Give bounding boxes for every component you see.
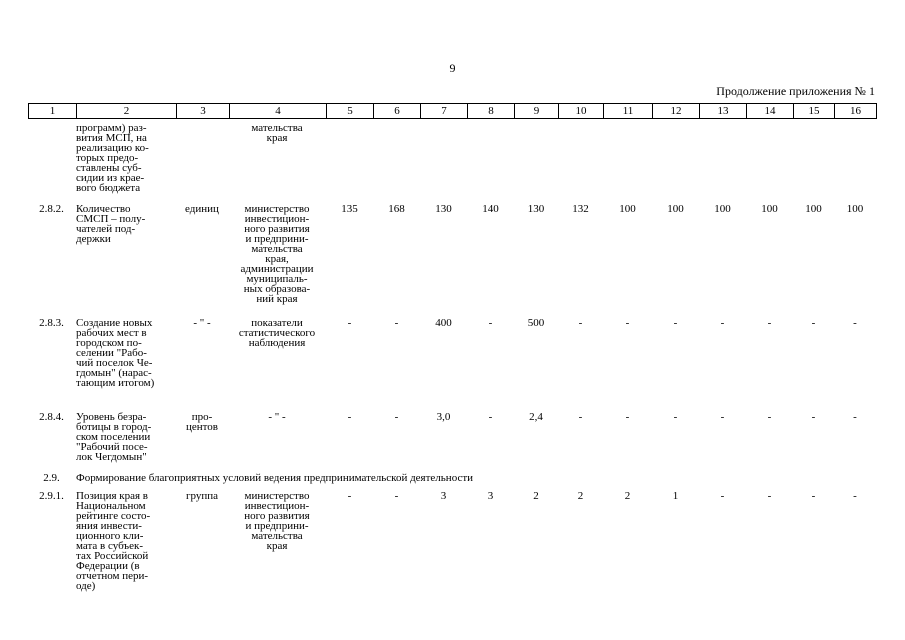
continued-indicator-name: программ) раз- вития МСП, на реализацию ко- торых предо- ставлены суб- сидии из крае- вого бюджета xyxy=(76,122,149,194)
value-col-15: - xyxy=(811,411,816,423)
value-col-9: 2,4 xyxy=(529,411,543,423)
value-col-9: 500 xyxy=(527,317,545,329)
value-col-14: - xyxy=(767,490,772,502)
value-col-12: 100 xyxy=(667,203,684,215)
value-col-14: - xyxy=(767,411,772,423)
section-title: Формирование благоприятных условий ведения предпринимательской деятельности xyxy=(76,472,474,484)
indicator-name: Создание новых рабочих мест в городском по- селении "Рабо- чий поселок Че- гдомын" (нарас- тающим итогом) xyxy=(76,317,155,389)
value-col-12: - xyxy=(673,317,678,329)
header-col-1: 1 xyxy=(29,104,77,119)
header-col-16: 16 xyxy=(835,104,877,119)
value-col-6: 168 xyxy=(388,203,405,215)
value-col-11: 2 xyxy=(624,490,631,502)
header-col-4: 4 xyxy=(230,104,327,119)
indicator-name: Уровень безра- ботицы в город- ском поселении "Рабочий посе- лок Чегдомын" xyxy=(76,411,152,463)
column-number-header xyxy=(28,103,877,119)
value-col-8: 3 xyxy=(487,490,494,502)
header-col-2: 2 xyxy=(77,104,177,119)
section-number: 2.9. xyxy=(43,472,60,484)
header-col-9: 9 xyxy=(515,104,559,119)
value-col-5: - xyxy=(347,317,352,329)
page-number: 9 xyxy=(449,61,456,75)
value-col-16: - xyxy=(853,490,857,502)
continued-responsible: мательства края xyxy=(251,122,303,144)
unit: про- центов xyxy=(185,411,218,433)
responsible: министерство инвестицион- ного развития и предприни- мательства края xyxy=(244,490,310,552)
value-col-10: 132 xyxy=(572,203,589,215)
value-col-16: - xyxy=(853,317,857,329)
value-col-15: - xyxy=(811,317,816,329)
header-col-15: 15 xyxy=(794,104,835,119)
value-col-8: 140 xyxy=(482,203,499,215)
indicator-name: Позиция края в Национальном рейтинге состо- яния инвести- ционного кли- мата в субъек- тах Российской Федерации (в отчетном пери- оде) xyxy=(76,490,151,592)
value-col-9: 130 xyxy=(527,203,545,215)
unit: единиц xyxy=(185,203,219,215)
row-number: 2.8.3. xyxy=(39,317,64,329)
value-col-11: - xyxy=(625,411,630,423)
responsible: - " - xyxy=(268,411,286,423)
value-col-6: - xyxy=(394,411,399,423)
header-col-7: 7 xyxy=(421,104,468,119)
header-col-12: 12 xyxy=(653,104,700,119)
value-col-7: 130 xyxy=(435,203,452,215)
header-col-11: 11 xyxy=(604,104,653,119)
unit: - " - xyxy=(193,317,211,329)
appendix-continuation-title: Продолжение приложения № 1 xyxy=(716,84,875,98)
row-number: 2.8.4. xyxy=(39,411,64,423)
value-col-13: - xyxy=(720,317,725,329)
value-col-16: 100 xyxy=(846,203,864,215)
value-col-15: - xyxy=(811,490,816,502)
header-col-14: 14 xyxy=(747,104,794,119)
value-col-5: - xyxy=(347,490,352,502)
value-col-15: 100 xyxy=(805,203,822,215)
responsible: министерство инвестицион- ного развития и предприни- мательства края, администрации муниципаль- ных образова- ний края xyxy=(240,203,314,305)
value-col-10: 2 xyxy=(577,490,584,502)
value-col-9: 2 xyxy=(533,490,539,502)
value-col-6: - xyxy=(394,490,399,502)
row-number: 2.9.1. xyxy=(39,490,64,502)
header-col-5: 5 xyxy=(327,104,374,119)
value-col-7: 400 xyxy=(435,317,452,329)
value-col-8: - xyxy=(488,411,493,423)
value-col-13: 100 xyxy=(714,203,731,215)
value-col-5: 135 xyxy=(341,203,358,215)
value-col-10: - xyxy=(578,317,583,329)
value-col-7: 3,0 xyxy=(436,411,451,423)
value-col-12: 1 xyxy=(672,490,679,502)
indicator-name: Количество СМСП – полу- чателей под- держки xyxy=(76,203,146,245)
header-col-3: 3 xyxy=(177,104,230,119)
value-col-12: - xyxy=(673,411,678,423)
unit: группа xyxy=(185,490,219,502)
value-col-13: - xyxy=(720,490,725,502)
value-col-8: - xyxy=(488,317,493,329)
header-col-6: 6 xyxy=(374,104,421,119)
value-col-6: - xyxy=(394,317,399,329)
value-col-10: - xyxy=(578,411,583,423)
header-col-10: 10 xyxy=(559,104,604,119)
value-col-13: - xyxy=(720,411,725,423)
value-col-16: - xyxy=(853,411,857,423)
value-col-11: 100 xyxy=(619,203,636,215)
header-col-13: 13 xyxy=(700,104,747,119)
row-number: 2.8.2. xyxy=(39,203,64,215)
value-col-5: - xyxy=(347,411,352,423)
value-col-14: 100 xyxy=(761,203,778,215)
header-col-8: 8 xyxy=(468,104,515,119)
value-col-11: - xyxy=(625,317,630,329)
value-col-14: - xyxy=(767,317,772,329)
value-col-7: 3 xyxy=(440,490,447,502)
responsible: показатели статистического наблюдения xyxy=(238,317,316,349)
